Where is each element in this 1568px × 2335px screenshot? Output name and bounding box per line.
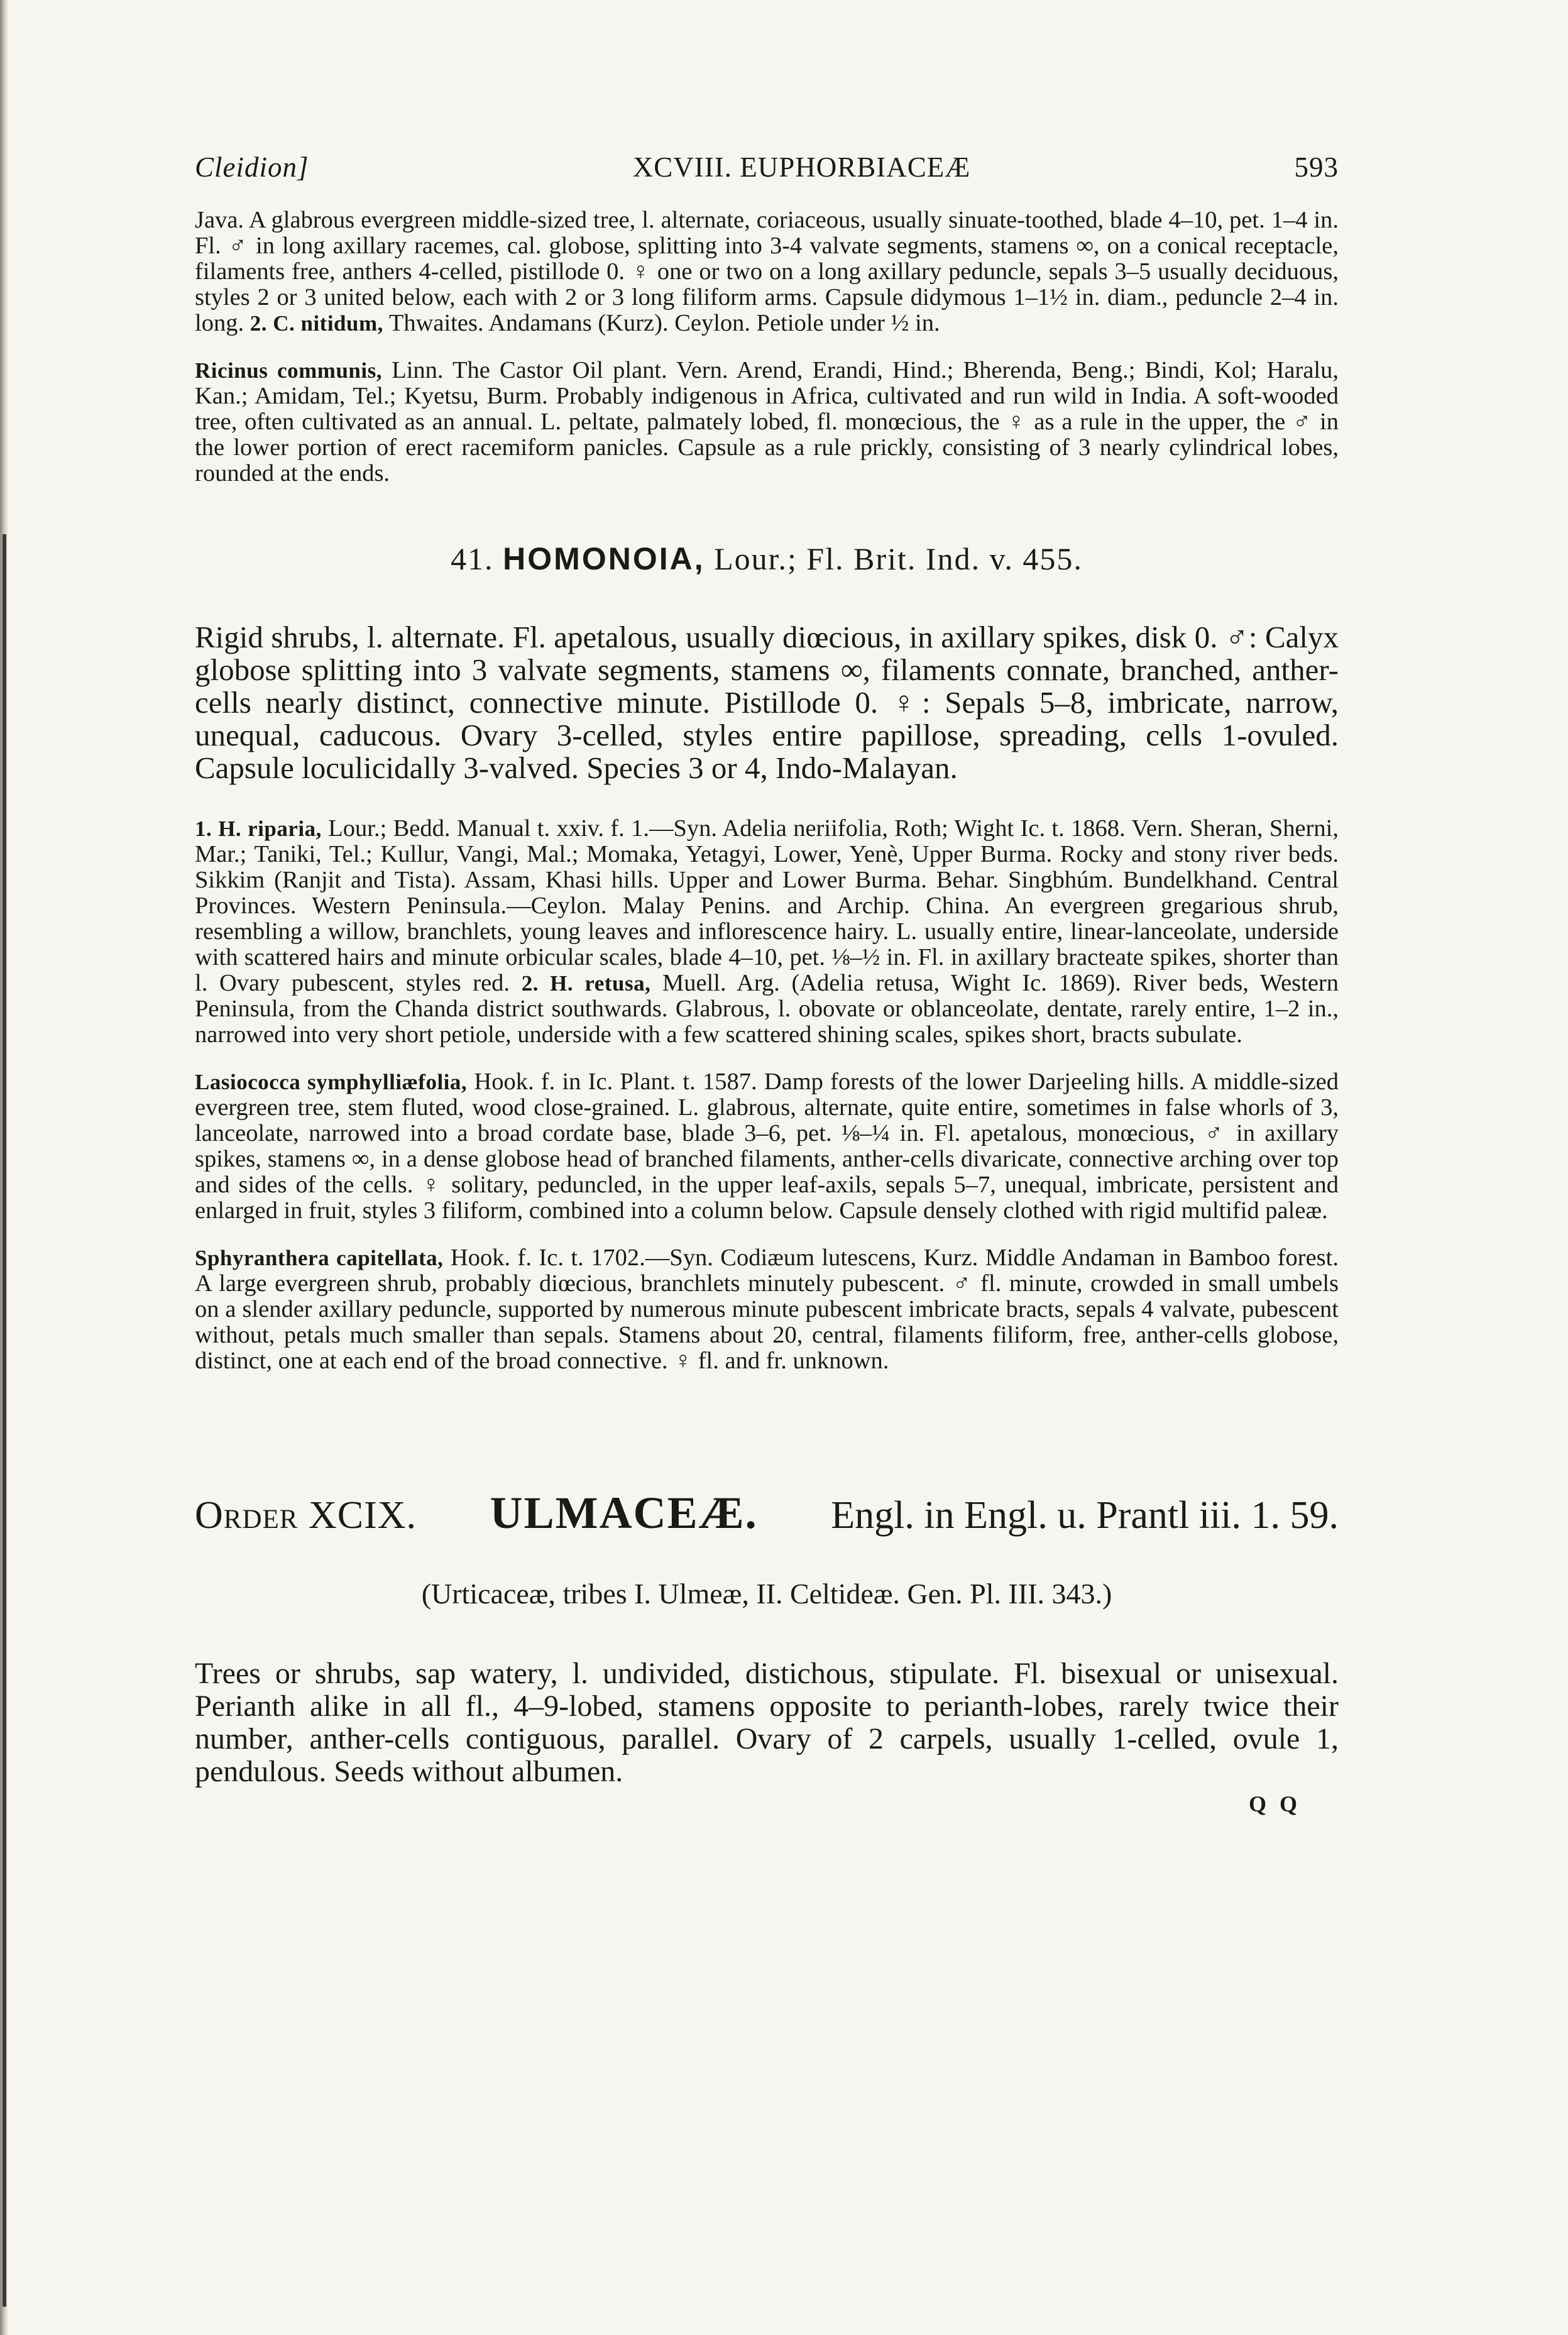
order-label: Order XCIX.: [195, 1494, 417, 1537]
cleidion-paragraph: [195, 207, 1339, 336]
order-heading: [195, 1487, 1339, 1539]
sphyranthera-paragraph: [195, 1245, 1339, 1374]
lasiococca-text: Hook. f. in Ic. Plant. t. 1587. Damp forests of the lower Darjeeling hills. A middle-sized evergreen tree, stem fluted, wood close-grained. L. glabrous, alternate, quite entire, sometimes in false whorls of 3, lanceolate, narrowed into a broad cordate base, blade 3–6, pet. ⅛–¼ in. Fl. apetalous, monœcious, ♂ in axillary spikes, stamens ∞, in a dense globose head of branched filaments, anther-cells divaricate, connective arching over top and sides of the cells. ♀ solitary, peduncled, in the upper leaf-axils, sepals 5–7, unequal, imbricate, persistent and enlarged in fruit, styles 3 filiform, combined into a column below. Capsule densely clothed with rigid multifid paleæ.: [195, 1069, 1339, 1224]
homonoia-riparia-text: Lour.; Bedd. Manual t. xxiv. f. 1.—Syn. Adelia neriifolia, Roth; Wight Ic. t. 1868. Vern. Sheran, Sherni, Mar.; Taniki, Tel.; Kullur, Vangi, Mal.; Momaka, Yetagyi, Lower, Yenè, Upper Burma. Rocky and stony river beds. Sikkim (Ranjit and Tista). Assam, Khasi hills. Upper and Lower Burma. Behar. Singbhúm. Bundelkhand. Central Provinces. Western Peninsula.—Ceylon. Malay Penins. and Archip. China. An evergreen gregarious shrub, resembling a willow, branchlets, young leaves and inflorescence hairy. L. usually entire, linear-lanceolate, underside with scattered hairs and minute orbicular scales, blade 4–10, pet. ⅛–½ in. Fl. in axillary bracteate spikes, shorter than l. Ovary pubescent, styles red.: [195, 815, 1339, 996]
cleidion-text: Java. A glabrous evergreen middle-sized tree, l. alternate, coriaceous, usually sinuate-toothed, blade 4–10, pet. 1–4 in. Fl. ♂ in long axillary racemes, cal. globose, splitting into 3-4 valvate segments, stamens ∞, on a conical receptacle, filaments free, anthers 4-celled, pistillode 0. ♀ one or two on a long axillary peduncle, sepals 3–5 usually deciduous, styles 2 or 3 united below, each with 2 or 3 long filiform arms. Capsule didymous 1–1½ in. diam., peduncle 2–4 in. long.: [195, 207, 1339, 336]
cleidion-nitidum-text: Thwaites. Andamans (Kurz). Ceylon. Petiole under ½ in.: [388, 310, 940, 336]
homonoia-riparia-name: 1. H. riparia,: [195, 816, 322, 841]
homonoia-description: Rigid shrubs, l. alternate. Fl. apetalous, usually diœcious, in axillary spikes, disk 0. ♂: Calyx globose splitting into 3 valvate segments, stamens ∞, filaments connate, branched, anther-cells nearly distinct, connective minute. Pistillode 0. ♀: Sepals 5–8, imbricate, narrow, unequal, caducous. Ovary 3-celled, styles entire papillose, spreading, cells 1-ovuled. Capsule loculicidally 3-valved. Species 3 or 4, Indo-Malayan.: [195, 620, 1339, 785]
homonoia-authority: Lour.; Fl. Brit. Ind. v. 455.: [714, 541, 1083, 576]
order-description: Trees or shrubs, sap watery, l. undivided, distichous, stipulate. Fl. bisexual or unisexual. Perianth alike in all fl., 4–9-lobed, stamens opposite to perianth-lobes, rarely twice their number, anther-cells contiguous, parallel. Ovary of 2 carpels, usually 1-celled, ovule 1, pendulous. Seeds without albumen.: [195, 1657, 1339, 1788]
cleidion-nitidum-name: 2. C. nitidum,: [249, 311, 383, 336]
homonoia-retusa-text: Muell. Arg. (Adelia retusa, Wight Ic. 1869). River beds, Western Peninsula, from the Chanda district southwards. Glabrous, l. obovate or oblanceolate, dentate, rarely entire, 1–2 in., narrowed into very short petiole, underside with a few scattered shining scales, spikes short, bracts subulate.: [195, 970, 1339, 1048]
running-head-center: XCVIII. EUPHORBIACEÆ: [632, 151, 971, 183]
ricinus-name: Ricinus communis,: [195, 358, 382, 383]
sphyranthera-name: Sphyranthera capitellata,: [195, 1246, 444, 1270]
lasiococca-paragraph: [195, 1069, 1339, 1224]
sphyranthera-text: Hook. f. Ic. t. 1702.—Syn. Codiæum lutescens, Kurz. Middle Andaman in Bamboo forest. A large evergreen shrub, probably diœcious, branchlets minutely pubescent. ♂ fl. minute, crowded in small umbels on a slender axillary peduncle, supported by numerous minute pubescent imbricate bracts, sepals 4 valvate, pubescent without, petals much smaller than sepals. Stamens about 20, central, filaments filiform, free, anther-cells globose, distinct, one at each end of the broad connective. ♀ fl. and fr. unknown.: [195, 1244, 1339, 1374]
homonoia-species-paragraph: [195, 816, 1339, 1048]
homonoia-number: 41.: [451, 541, 494, 576]
order-family: ULMACEÆ.: [490, 1488, 758, 1538]
page-number: 593: [1294, 151, 1339, 183]
ricinus-paragraph: [195, 358, 1339, 486]
homonoia-name: HOMONOIA,: [503, 541, 705, 576]
running-head-left: Cleidion]: [195, 151, 309, 183]
homonoia-retusa-name: 2. H. retusa,: [521, 971, 651, 996]
running-head: [195, 151, 1339, 184]
page-body: [195, 151, 1339, 1817]
signature-mark: Q Q: [1248, 1791, 1301, 1816]
order-subtitle: (Urticaceæ, tribes I. Ulmeæ, II. Celtideæ. Gen. Pl. III. 343.): [421, 1578, 1112, 1610]
lasiococca-name: Lasiococca symphylliæfolia,: [195, 1070, 468, 1094]
binding-mark: [3, 534, 6, 2307]
ricinus-text: Linn. The Castor Oil plant. Vern. Arend, Erandi, Hind.; Bherenda, Beng.; Bindi, Kol; Haralu, Kan.; Amidam, Tel.; Kyetsu, Burm. Probably indigenous in Africa, cultivated and run wild in India. A soft-wooded tree, often cultivated as an annual. L. peltate, palmately lobed, fl. monœcious, the ♀ as a rule in the upper, the ♂ in the lower portion of erect racemiform panicles. Capsule as a rule prickly, consisting of 3 nearly cylindrical lobes, rounded at the ends.: [195, 357, 1339, 486]
homonoia-heading: [195, 541, 1339, 577]
order-reference: Engl. in Engl. u. Prantl iii. 1. 59.: [831, 1494, 1339, 1537]
